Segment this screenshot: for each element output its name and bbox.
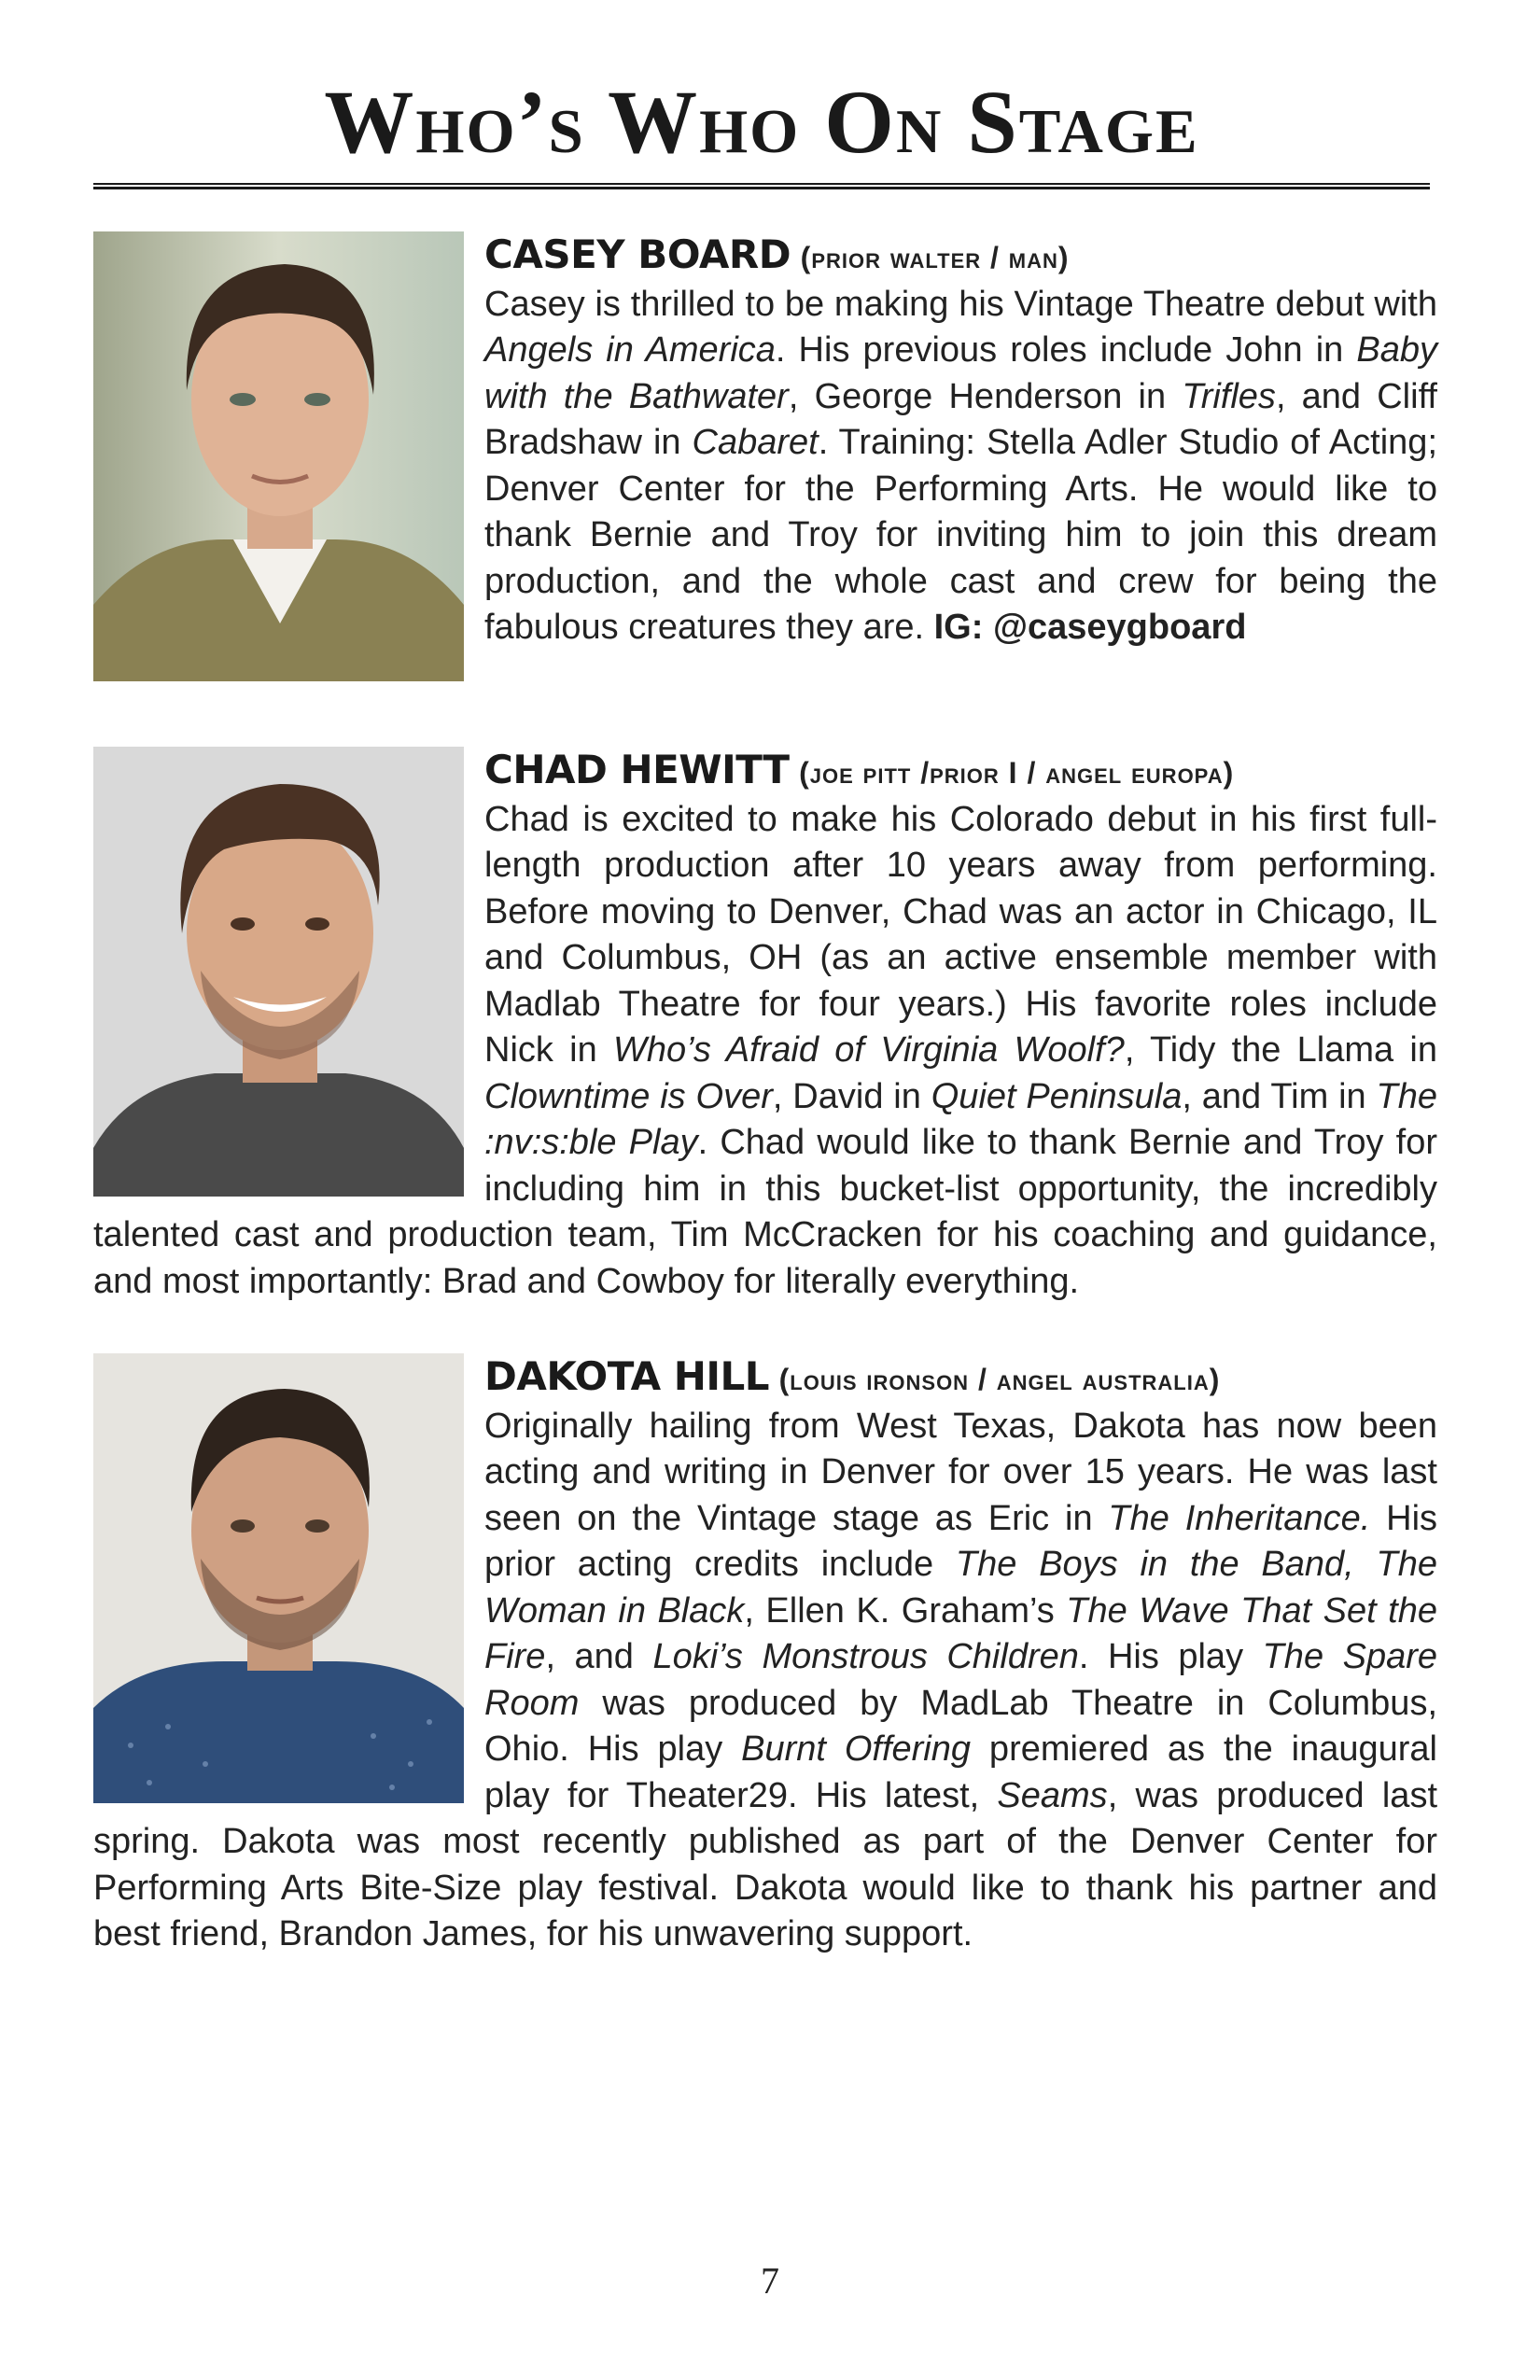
headshot-chad-hewitt xyxy=(93,747,464,1197)
bio-text: Casey is thrilled to be making his Vintage Theatre debut with xyxy=(484,284,1437,324)
bio-text: was produced by MadLab Theatre in Columbus, Ohio. His play xyxy=(484,1683,1437,1769)
bio-text: . His previous roles include John in xyxy=(775,330,1357,370)
bio-text: His prior acting credits include xyxy=(484,1498,1438,1584)
bio-text: . Training: Stella Adler Studio of Acting; Denver Center for the Performing Arts. He would like to thank Bernie and Troy for inviting him to join this dream production, and the whole cast and crew for being the fabulous creatures they are. xyxy=(484,423,1437,647)
show-title: Who’s Afraid of Virginia Woolf? xyxy=(613,1030,1125,1070)
performer-name: CASEY BOARD xyxy=(484,231,791,277)
bio-text: , and xyxy=(545,1637,653,1676)
show-title: The Wave That Set the Fire xyxy=(484,1590,1437,1676)
performer-role: (prior walter / man) xyxy=(800,241,1070,274)
bio-text: premiered as the inaugural play for Theater29. His latest, xyxy=(484,1729,1438,1815)
show-title: Angels in America xyxy=(484,330,776,370)
bio-text: , and Tim in xyxy=(1182,1076,1377,1116)
bio-dakota-hill xyxy=(93,1353,1437,1958)
show-title: Loki’s Monstrous Children xyxy=(652,1637,1079,1676)
bio-casey-board xyxy=(93,231,1437,685)
performer-role: (joe pitt /prior I / angel europa) xyxy=(799,756,1235,790)
performer-name: DAKOTA HILL xyxy=(484,1353,770,1399)
show-title: Baby with the Bathwater xyxy=(484,330,1437,416)
show-title: The Inheritance. xyxy=(1108,1498,1371,1538)
show-title: Cabaret xyxy=(692,423,819,462)
show-title: Quiet Peninsula xyxy=(931,1076,1183,1116)
show-title: Trifles xyxy=(1182,376,1276,416)
show-title: Clowntime is Over xyxy=(484,1076,773,1116)
bio-text: . His play xyxy=(1078,1637,1263,1676)
bio-text: , and Cliff Bradshaw in xyxy=(484,376,1437,462)
bio-chad-hewitt xyxy=(93,747,1437,1305)
page-title: Who’s Who On Stage xyxy=(324,72,1199,172)
bio-text: Chad is excited to make his Colorado debut in his first full-length production after 10 years away from performing. Before moving to Denver, Chad was an actor in Chicago, IL and Columbus, OH (as an active ensemble member with Madlab Theatre for four years.) His favorite roles include Nick in xyxy=(484,799,1437,1070)
show-title: Seams xyxy=(997,1775,1108,1815)
instagram-handle: IG: @caseygboard xyxy=(933,608,1247,647)
bio-text: , Tidy the Llama in xyxy=(1124,1030,1438,1070)
page-number: 7 xyxy=(761,2260,779,2302)
bio-text: . Chad would like to thank Bernie and Troy for including him in this bucket-list opportunity, the incredibly talented cast and production team, Tim McCracken for his coaching and guidance, and most importantly: Brad and Cowboy for literally everything. xyxy=(93,1123,1437,1301)
show-title: Burnt Offering xyxy=(741,1729,972,1769)
show-title: The Boys in the Band, The Woman in Black xyxy=(484,1545,1438,1631)
bio-text: , Ellen K. Graham’s xyxy=(744,1590,1067,1631)
bio-text: , was produced last spring. Dakota was most recently published as part of the Denver Center for Performing Arts Bite-Size play festival. Dakota would like to thank his partner and best friend, Brandon James, for his unwavering support. xyxy=(93,1775,1437,1953)
show-title: The Spare Room xyxy=(484,1637,1437,1723)
headshot-dakota-hill xyxy=(93,1353,464,1803)
bio-text: , George Henderson in xyxy=(788,376,1183,416)
show-title: The :nv:s:ble Play xyxy=(484,1076,1437,1162)
performer-role: (louis ironson / angel australia) xyxy=(778,1363,1221,1396)
title-rule xyxy=(93,183,1430,189)
bio-text: Originally hailing from West Texas, Dakota has now been acting and writing in Denver for over 15 years. He was last seen on the Vintage stage as Eric in xyxy=(484,1406,1437,1538)
bio-text: , David in xyxy=(772,1076,931,1116)
headshot-casey-board xyxy=(93,231,464,681)
performer-name: CHAD HEWITT xyxy=(484,747,790,792)
